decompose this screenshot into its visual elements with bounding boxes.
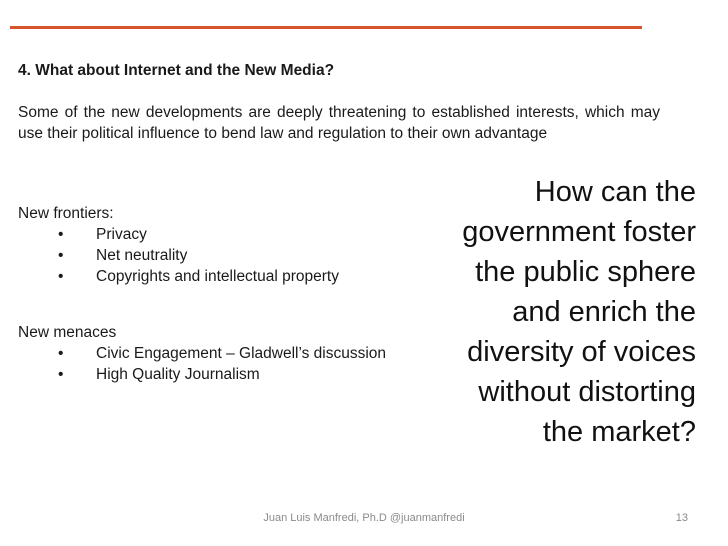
list-item (18, 266, 339, 287)
list-item-text: Privacy (96, 226, 147, 243)
list-item-text: Copyrights and intellectual property (96, 268, 339, 285)
slide-heading: 4. What about Internet and the New Media? (18, 62, 335, 79)
list-item (18, 224, 339, 245)
list-item-text: High Quality Journalism (96, 366, 260, 383)
frontiers-title: New frontiers: (18, 205, 114, 222)
bullet-icon: • (58, 226, 64, 243)
list-item-text: Civic Engagement – Gladwell’s discussion (96, 345, 387, 362)
question-line: without distorting (478, 376, 696, 408)
menaces-list (18, 343, 386, 385)
list-item-text: Net neutrality (96, 247, 188, 264)
bullet-icon: • (58, 366, 64, 383)
frontiers-section (18, 203, 339, 287)
menaces-title: New menaces (18, 324, 117, 341)
list-item (18, 364, 386, 385)
frontiers-list (18, 224, 339, 287)
question-line: the market? (542, 416, 696, 448)
question-line: diversity of voices (467, 336, 696, 368)
slide-body (18, 60, 660, 144)
question-callout (426, 172, 696, 452)
title-rule (10, 26, 642, 29)
menaces-section (18, 322, 386, 385)
bullet-icon: • (58, 247, 64, 264)
intro-paragraph: Some of the new developments are deeply threatening to established interests, which may use their political influence to bend law and regulation to their own advantage (18, 104, 660, 142)
footer-credit: Juan Luis Manfredi, Ph.D @juanmanfredi (263, 512, 465, 524)
question-line: government foster (462, 216, 696, 248)
question-line: How can the (534, 176, 696, 208)
list-item (18, 245, 339, 266)
page-number: 13 (675, 512, 688, 524)
bullet-icon: • (58, 268, 64, 285)
question-line: and enrich the (512, 296, 696, 328)
bullet-icon: • (58, 345, 64, 362)
question-line: the public sphere (475, 256, 696, 288)
list-item (18, 343, 386, 364)
